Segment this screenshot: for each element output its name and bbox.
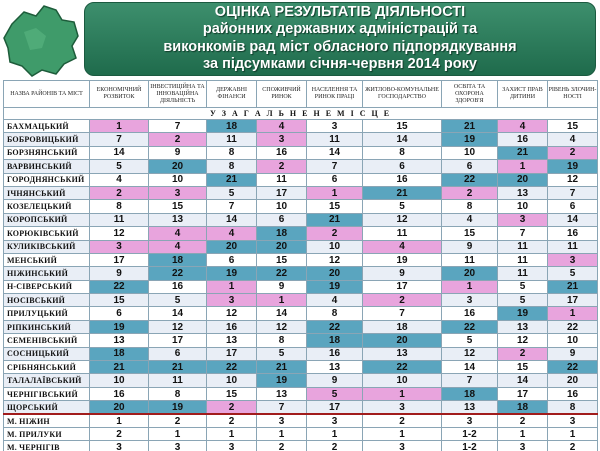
rank-cell: 9 [307,374,363,387]
rank-cell: 3 [548,253,598,266]
table-row [4,120,598,133]
table-row [4,361,598,374]
column-header: ЕКОНОМІЧНИЙ РОЗВИТОК [90,81,149,108]
rank-cell: 20 [498,173,548,186]
district-name: КОРЮКІВСЬКИЙ [4,227,90,240]
rank-cell: 12 [363,213,442,226]
rank-cell: 1 [149,427,207,440]
table-row [4,374,598,387]
rank-cell: 6 [90,307,149,320]
rank-cell: 20 [257,240,307,253]
rank-cell: 13 [307,361,363,374]
rank-cell: 7 [149,120,207,133]
table-row [4,307,598,320]
rank-cell: 21 [498,146,548,159]
title-line-4: за підсумками січня-червня 2014 року [203,56,477,73]
rank-cell: 8 [307,307,363,320]
rank-cell: 5 [442,334,498,347]
rank-cell: 18 [257,227,307,240]
rank-cell: 3 [548,414,598,427]
rank-cell: 1 [207,280,257,293]
district-name: СРІБНЯНСЬКИЙ [4,361,90,374]
district-name: ГОРОДНЯНСЬКИЙ [4,173,90,186]
rank-cell: 10 [363,374,442,387]
rank-cell: 20 [207,240,257,253]
rank-cell: 11 [498,253,548,266]
rank-cell: 19 [257,374,307,387]
title-line-1: ОЦІНКА РЕЗУЛЬТАТІВ ДІЯЛЬНОСТІ [214,4,466,20]
city-row [4,441,598,451]
rank-cell: 4 [90,173,149,186]
rank-cell: 2 [498,347,548,360]
rank-cell: 10 [548,334,598,347]
rank-cell: 4 [149,227,207,240]
rank-cell: 3 [149,441,207,451]
rank-cell: 3 [442,414,498,427]
rank-cell: 3 [207,294,257,307]
rank-cell: 19 [442,133,498,146]
rank-cell: 16 [498,133,548,146]
rank-cell: 21 [257,361,307,374]
rank-cell: 7 [307,160,363,173]
rank-cell: 16 [548,387,598,400]
rank-cell: 8 [90,200,149,213]
rank-cell: 12 [548,173,598,186]
rank-cell: 1 [207,427,257,440]
rank-cell: 10 [498,200,548,213]
rank-cell: 2 [442,186,498,199]
rank-cell: 1 [257,427,307,440]
rank-cell: 2 [257,160,307,173]
rank-cell: 21 [90,361,149,374]
district-name: ПРИЛУЦЬКИЙ [4,307,90,320]
rank-cell: 22 [307,320,363,333]
rank-cell: 22 [207,361,257,374]
district-name: ЧЕРНІГІВСЬКИЙ [4,387,90,400]
rank-cell: 9 [548,347,598,360]
rank-cell: 13 [149,213,207,226]
rank-cell: 20 [90,401,149,414]
rank-cell: 6 [257,213,307,226]
district-name: ВАРВИНСЬКИЙ [4,160,90,173]
district-name: БОБРОВИЦЬКИЙ [4,133,90,146]
rank-cell: 17 [149,334,207,347]
rank-cell: 15 [149,200,207,213]
rank-cell: 9 [90,267,149,280]
table-row [4,253,598,266]
rank-cell: 15 [363,120,442,133]
city-name: М. ЧЕРНІГІВ [4,441,90,451]
district-name: МЕНСЬКИЙ [4,253,90,266]
rank-cell: 17 [363,280,442,293]
rank-cell: 4 [548,133,598,146]
rank-cell: 14 [498,374,548,387]
rank-cell: 6 [548,200,598,213]
rank-cell: 10 [90,374,149,387]
city-row [4,427,598,440]
table-row [4,294,598,307]
rank-cell: 16 [363,173,442,186]
rank-cell: 2 [548,146,598,159]
rank-cell: 6 [149,347,207,360]
rank-cell: 7 [257,401,307,414]
rank-cell: 12 [257,320,307,333]
rank-cell: 20 [442,267,498,280]
rank-cell: 22 [548,320,598,333]
rank-cell: 12 [90,227,149,240]
rank-cell: 9 [442,240,498,253]
district-name: КУЛИКІВСЬКИЙ [4,240,90,253]
rank-cell: 11 [207,133,257,146]
rank-cell: 5 [257,347,307,360]
column-header: ОСВІТА ТА ОХОРОНА ЗДОРОВ'Я [442,81,498,108]
rank-cell: 5 [307,387,363,400]
rank-cell: 22 [90,280,149,293]
rank-cell: 11 [498,240,548,253]
table-row [4,387,598,400]
district-name: БОРЗНЯНСЬКИЙ [4,146,90,159]
rank-cell: 21 [363,186,442,199]
district-name: БАХМАЦЬКИЙ [4,120,90,133]
district-name: НОСІВСЬКИЙ [4,294,90,307]
rank-cell: 15 [548,120,598,133]
rank-cell: 9 [257,280,307,293]
table-row [4,186,598,199]
rank-cell: 11 [90,213,149,226]
rank-cell: 3 [498,213,548,226]
header [0,0,600,80]
rank-cell: 13 [363,347,442,360]
rank-cell: 3 [307,414,363,427]
column-header: ЗАХИСТ ПРАВ ДИТИНИ [498,81,548,108]
title-line-2: районних державних адміністрацій та [202,21,478,38]
rank-cell: 14 [149,307,207,320]
rank-cell: 6 [307,173,363,186]
table-row [4,334,598,347]
rank-cell: 5 [498,294,548,307]
rank-cell: 11 [363,227,442,240]
section-row [4,108,598,120]
rank-cell: 17 [257,186,307,199]
rank-cell: 12 [307,253,363,266]
rank-cell: 14 [442,361,498,374]
table-row [4,280,598,293]
rank-cell: 9 [149,146,207,159]
rank-cell: 12 [442,347,498,360]
district-name: СОСНИЦЬКИЙ [4,347,90,360]
city-name: М. ПРИЛУКИ [4,427,90,440]
district-name: РІПКИНСЬКИЙ [4,320,90,333]
table-row [4,320,598,333]
rank-cell: 2 [363,414,442,427]
rank-cell: 5 [90,160,149,173]
rank-cell: 17 [90,253,149,266]
rank-cell: 1 [307,427,363,440]
rank-cell: 19 [548,160,598,173]
rank-cell: 16 [548,227,598,240]
rank-cell: 8 [548,401,598,414]
rank-cell: 19 [207,267,257,280]
rank-cell: 1 [307,186,363,199]
rank-cell: 22 [363,361,442,374]
rank-cell: 4 [257,120,307,133]
rank-cell: 3 [257,133,307,146]
rank-cell: 21 [442,120,498,133]
rank-cell: 16 [442,307,498,320]
rank-cell: 10 [257,200,307,213]
rank-cell: 22 [442,320,498,333]
rank-cell: 7 [498,227,548,240]
rank-cell: 17 [307,401,363,414]
rank-cell: 3 [257,414,307,427]
rank-cell: 2 [207,414,257,427]
table-row [4,227,598,240]
table-row [4,173,598,186]
rank-cell: 14 [207,213,257,226]
rank-cell: 13 [90,334,149,347]
rank-cell: 11 [442,253,498,266]
rank-cell: 5 [207,186,257,199]
rank-cell: 3 [363,441,442,451]
rank-cell: 1-2 [442,427,498,440]
rank-cell: 19 [90,320,149,333]
rank-cell: 2 [207,401,257,414]
rank-cell: 8 [257,334,307,347]
rank-cell: 1 [498,160,548,173]
column-header: НАЗВА РАЙОНІВ ТА МІСТ [4,81,90,108]
rank-cell: 10 [307,240,363,253]
rank-cell: 3 [90,441,149,451]
table-row [4,213,598,226]
rank-cell: 6 [363,160,442,173]
rank-cell: 8 [149,387,207,400]
rank-cell: 11 [548,240,598,253]
rank-cell: 19 [498,307,548,320]
rank-cell: 11 [257,173,307,186]
rank-cell: 16 [207,320,257,333]
rank-cell: 13 [442,401,498,414]
rank-cell: 7 [548,186,598,199]
section-label: У З А Г А Л Ь Н Е Н Е М І С Ц Е [4,108,598,120]
rank-cell: 18 [207,120,257,133]
rank-cell: 12 [149,320,207,333]
rank-cell: 16 [90,387,149,400]
ranking-table [3,80,598,451]
rank-cell: 1 [363,427,442,440]
rank-cell: 14 [548,213,598,226]
rank-cell: 1 [498,427,548,440]
rank-cell: 20 [363,334,442,347]
rank-cell: 4 [442,213,498,226]
rank-cell: 3 [363,401,442,414]
rank-cell: 10 [442,146,498,159]
table-row [4,240,598,253]
column-header: РІВЕНЬ ЗЛОЧИН-НОСТІ [548,81,598,108]
rank-cell: 5 [149,294,207,307]
district-name: ЩОРСЬКИЙ [4,401,90,414]
rank-cell: 8 [363,146,442,159]
district-name: ТАЛАЛАЇВСЬКИЙ [4,374,90,387]
city-row [4,414,598,427]
rank-cell: 21 [207,173,257,186]
rank-cell: 1 [363,387,442,400]
rank-cell: 1 [90,414,149,427]
rank-cell: 4 [307,294,363,307]
rank-cell: 21 [307,213,363,226]
rank-cell: 4 [149,240,207,253]
column-header: ДЕРЖАВНІ ФІНАНСИ [207,81,257,108]
district-name: НІЖИНСЬКИЙ [4,267,90,280]
rank-cell: 2 [307,441,363,451]
rank-cell: 18 [442,387,498,400]
rank-cell: 2 [90,427,149,440]
rank-cell: 22 [257,267,307,280]
rank-cell: 3 [442,294,498,307]
rank-cell: 4 [207,227,257,240]
rank-cell: 14 [307,146,363,159]
district-name: Н-СІВЕРСЬКИЙ [4,280,90,293]
rank-cell: 5 [498,280,548,293]
table-row [4,347,598,360]
rank-cell: 22 [442,173,498,186]
table-row [4,146,598,159]
rank-cell: 5 [548,267,598,280]
rank-cell: 15 [498,361,548,374]
rank-cell: 10 [207,374,257,387]
rank-cell: 8 [442,200,498,213]
rank-cell: 16 [257,146,307,159]
table-row [4,267,598,280]
rank-cell: 15 [207,387,257,400]
rank-cell: 17 [207,347,257,360]
rank-cell: 21 [548,280,598,293]
rank-cell: 4 [498,120,548,133]
rank-cell: 3 [307,120,363,133]
rank-cell: 3 [90,240,149,253]
rank-cell: 7 [442,374,498,387]
rank-cell: 18 [363,320,442,333]
rank-cell: 19 [149,401,207,414]
region-map-icon [2,2,82,78]
rank-cell: 3 [149,186,207,199]
rank-cell: 11 [498,267,548,280]
rank-cell: 18 [307,334,363,347]
column-header: ЖИТЛОВО-КОМУНАЛЬНЕ ГОСПОДАРСТВО [363,81,442,108]
rank-cell: 2 [363,294,442,307]
rank-cell: 22 [548,361,598,374]
rank-cell: 8 [207,160,257,173]
district-name: ІЧНЯНСЬКИЙ [4,186,90,199]
rank-cell: 12 [207,307,257,320]
rank-cell: 17 [498,387,548,400]
rank-cell: 1 [257,294,307,307]
district-name: КОРОПСЬКИЙ [4,213,90,226]
rank-cell: 18 [149,253,207,266]
rank-cell: 19 [307,280,363,293]
rank-cell: 3 [207,441,257,451]
rank-cell: 1-2 [442,441,498,451]
rank-cell: 1 [442,280,498,293]
rank-cell: 20 [307,267,363,280]
rank-cell: 13 [207,334,257,347]
rank-cell: 12 [498,334,548,347]
report-title [84,2,596,76]
rank-cell: 5 [363,200,442,213]
rank-cell: 20 [149,160,207,173]
rank-cell: 2 [307,227,363,240]
rank-cell: 13 [498,186,548,199]
rank-cell: 2 [548,441,598,451]
column-header: СПОЖИВЧИЙ РИНОК [257,81,307,108]
rank-cell: 2 [90,186,149,199]
rank-cell: 9 [363,267,442,280]
district-name: КОЗЕЛЕЦЬКИЙ [4,200,90,213]
city-name: М. НІЖИН [4,414,90,427]
rank-cell: 1 [90,120,149,133]
rank-cell: 2 [498,414,548,427]
rank-cell: 3 [498,441,548,451]
rank-cell: 1 [548,307,598,320]
rank-cell: 15 [90,294,149,307]
rank-cell: 13 [498,320,548,333]
rank-cell: 2 [149,133,207,146]
rank-cell: 6 [442,160,498,173]
rank-cell: 11 [307,133,363,146]
rank-cell: 2 [257,441,307,451]
rank-cell: 14 [363,133,442,146]
rank-cell: 4 [363,240,442,253]
rank-cell: 17 [548,294,598,307]
rank-cell: 20 [548,374,598,387]
title-line-3: виконкомів рад міст обласного підпорядкування [163,38,517,55]
rank-cell: 19 [363,253,442,266]
table-row [4,133,598,146]
rank-cell: 16 [149,280,207,293]
rank-cell: 7 [207,200,257,213]
rank-cell: 15 [257,253,307,266]
table-row [4,200,598,213]
rank-cell: 11 [149,374,207,387]
table-header-row [4,81,598,108]
column-header: ІНВЕСТИЦІЙНА ТА ІННОВАЦІЙНА ДІЯЛЬНІСТЬ [149,81,207,108]
rank-cell: 18 [498,401,548,414]
rank-cell: 6 [207,253,257,266]
table-row [4,401,598,414]
column-header: НАСЕЛЕННЯ ТА РИНОК ПРАЦІ [307,81,363,108]
rank-cell: 15 [442,227,498,240]
rank-cell: 2 [149,414,207,427]
rank-cell: 15 [307,200,363,213]
rank-cell: 22 [149,267,207,280]
rank-cell: 8 [207,146,257,159]
rank-cell: 14 [257,307,307,320]
district-name: СЕМЕНІВСЬКИЙ [4,334,90,347]
rank-cell: 16 [307,347,363,360]
table-row [4,160,598,173]
rank-cell: 18 [90,347,149,360]
rank-cell: 13 [257,387,307,400]
rank-cell: 10 [149,173,207,186]
rank-cell: 21 [149,361,207,374]
rank-cell: 1 [548,427,598,440]
rank-cell: 7 [363,307,442,320]
rank-cell: 7 [90,133,149,146]
rank-cell: 14 [90,146,149,159]
